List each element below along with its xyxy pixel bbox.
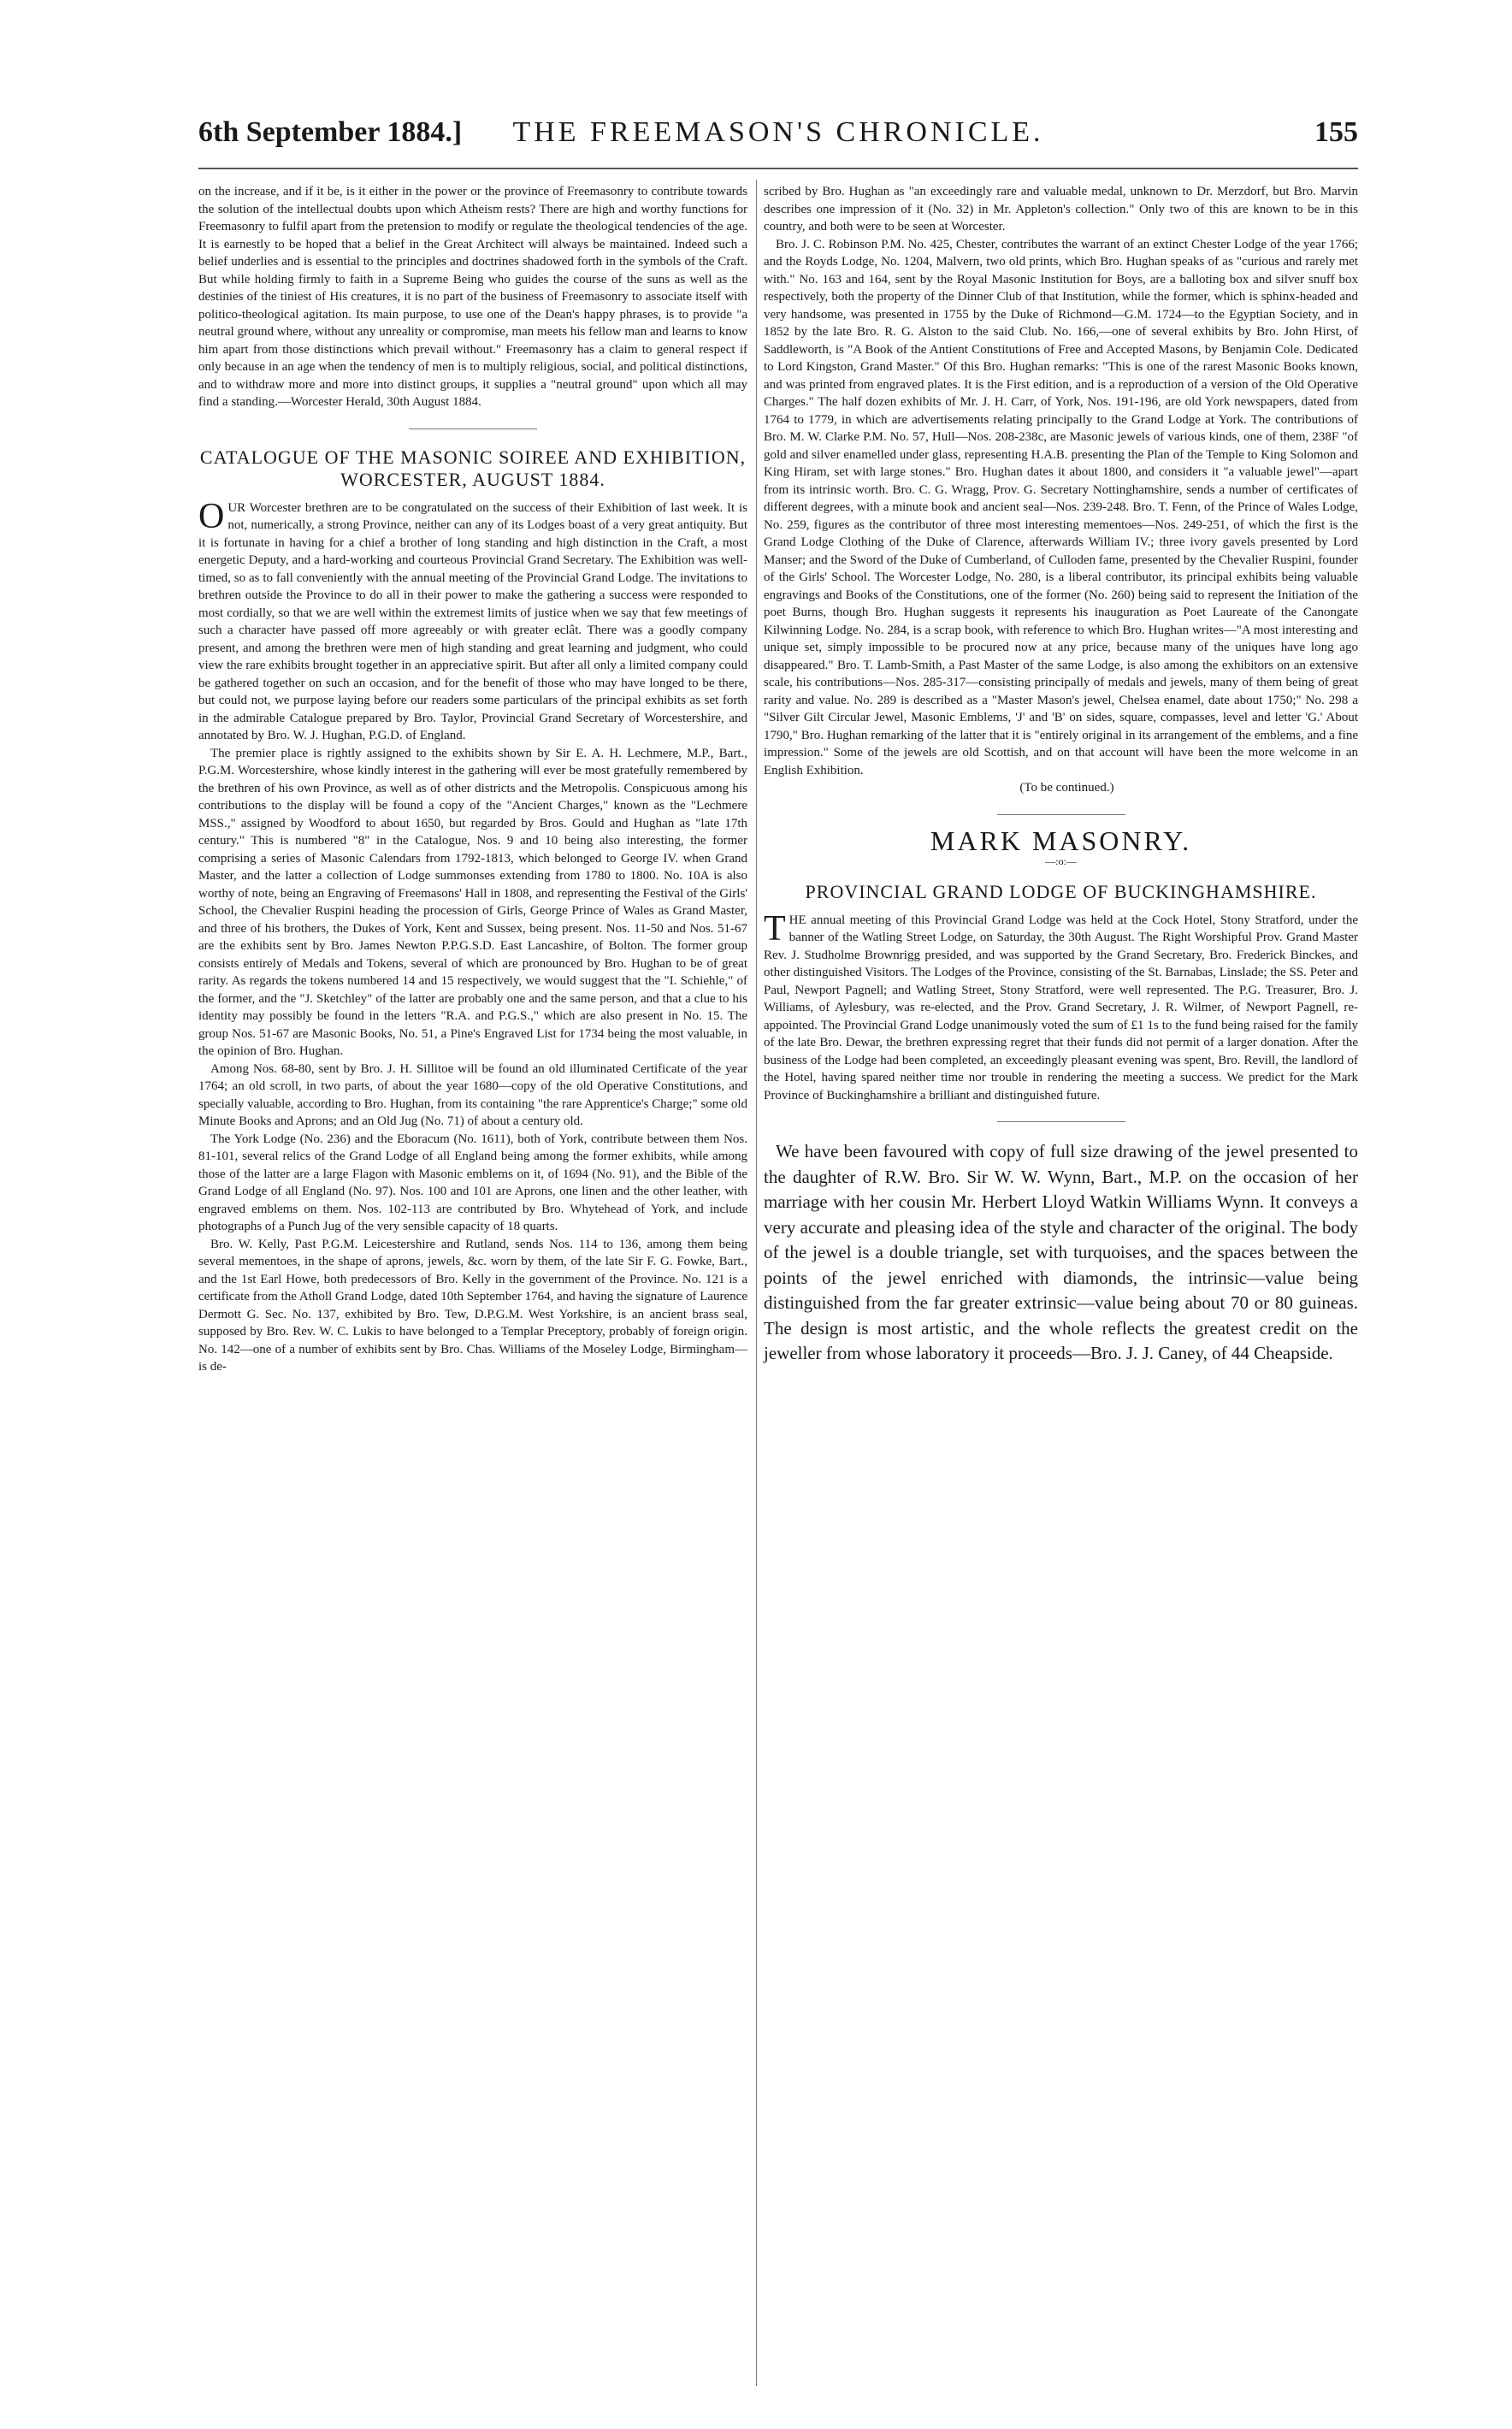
dropcap-t: T bbox=[764, 908, 786, 949]
masthead-title: THE FREEMASON'S CHRONICLE. bbox=[512, 116, 1044, 148]
paragraph: Bro. J. C. Robinson P.M. No. 425, Chester, contributes the warrant of an extinct Chester Lodge of the year 1766; and the Royds Lodge, No. 1204, Malvern, two old prints, which Bro. Hughan speaks of as "curious and rarely met with." No. 163 and 164, sent by the Royal Masonic Institution for Boys, are a balloting box and silver snuff box respectively, both the property of the Dinner Club of that Institution, while the former, which is sphinx-headed and very handsome, was presented in 1755 by the Duke of Richmond—G.M. 1724—to the Egyptian Society, and in 1852 by the late Bro. R. G. Alston to the said Club. No. 166,—one of several exhibits by Bro. John Hirst, of Saddleworth, is "A Book of the Antient Constitutions of Free and Accepted Masons, by Benjamin Cole. Dedicated to Lord Kingston, Grand Master." Of this Bro. Hughan remarks: "This is one of the rarest Masonic Books known, and was printed from engraved plates. It is the First edition, and is a reproduction of a version of the Old Operative Charges." The half dozen exhibits of Mr. J. H. Carr, of York, Nos. 191-196, are old York newspapers, dated from 1764 to 1779, in which are advertisements relating principally to the Grand Lodge at York. The contributions of Bro. M. W. Clarke P.M. No. 57, Hull—Nos. 208-238c, are Masonic jewels of various kinds, one of them, 238F "of gold and silver enamelled under glass, representing H.A.B. presenting the Plan of the Temple to King Solomon and King Hiram, set with large stones." Bro. Hughan dates it about 1800, and considers it "a valuable jewel"—apart from its intrinsic worth. Bro. C. G. Wragg, Prov. G. Secretary Nottinghamshire, sends a number of certificates of different degrees, with a minute book and ancient seal—Nos. 239-248. Bro. T. Fenn, of the Prince of Wales Lodge, No. 259, figures as the contributor of three most interesting mementoes—Nos. 249-251, of which the first is the Grand Lodge Clothing of the Duke of Clarence, afterwards William IV.; three ivory gavels presented by Lord Manser; and the Sword of the Duke of Cumberland, of Culloden fame, presented by the Chevalier Ruspini, founder of the Girls' School. The Worcester Lodge, No. 280, is a liberal contributor, its principal exhibits being valuable engravings and Books of the Constitutions, one of the former (No. 260) being said to represent the Initiation of the poet Burns, though Bro. Hughan suggests it represents his inauguration as Poet Laureate of the Canongate Kilwinning Lodge. No. 284, is a scrap book, with reference to which Bro. Hughan writes—"A most interesting and unique set, simply impossible to be procured now at any price, because many of the uniques have long ago disappeared." Bro. T. Lamb-Smith, a Past Master of the same Lodge, is also among the exhibitors on an extensive scale, his contributions—Nos. 285-317—consisting principally of medals and jewels, many of them being of great rarity and value. No. 289 is described as a "Master Mason's jewel, Chelsea enamel, date about 1750;" No. 298 a "Silver Gilt Circular Jewel, Masonic Emblems, 'J' and 'B' on sides, square, compasses, level and letter 'G.' About 1790," Bro. Hughan remarking of the latter that it is "entirely original in its arrangement of the emblems, and a fine impression." Some of the jewels are old Scottish, and on that account will have been the more welcome in an English Exhibition. bbox=[764, 237, 1358, 777]
continued-paragraph: on the increase, and if it be, is it either in the power or the province of Freemasonry to contribute towards the solution of the intellectual doubts upon which Atheism rests? There are high and worthy functions for Freemasonry to fulfil apart from the pretension to modify or regulate the theological tendencies of the age. It is earnestly to be hoped that a belief in the Great Architect will always be maintained. Indeed such a belief underlies and is essential to the principles and doctrines shadowed forth in the symbols of the Craft. But while holding firmly to faith in a Supreme Being who guides the course of the suns as well as the destinies of the tiniest of His creatures, it is no part of the business of Freemasonry to associate itself with politico-theological agitation. Its main purpose, to use one of the Dean's happy phrases, is to provide "a neutral ground where, without any unreality or compromise, man meets his fellow man and learns to know him apart from those distinctions which prevail without." Freemasonry has a claim to general respect if only because in an age when the tendency of men is to multiply religious, social, and political distinctions, and to withdraw more and more into distinct groups, it supplies a "neutral ground" upon which all may find a standing.—Worcester Herald, 30th August 1884. bbox=[198, 185, 747, 409]
paragraph: Among Nos. 68-80, sent by Bro. J. H. Sillitoe will be found an old illuminated Certificate of the year 1764; an old scroll, in two parts, of about the year 1680—copy of the old Operative Constitutions, and specially valuable, according to Bro. Hughan, from its containing "the rare Apprentice's Charge;" some old Minute Books and Aprons; and an Old Jug (No. 71) of about a century old. bbox=[198, 1061, 747, 1128]
paragraph: The premier place is rightly assigned to the exhibits shown by Sir E. A. H. Lechmere, M.P., Bart., P.G.M. Worcestershire, whose kindly interest in the gathering will ever be most gratefully remembered by the brethren of his own Province, as well as of other districts and the Metropolis. Conspicuous among his contributions to the display will be found a copy of the "Ancient Charges," known as the "Lechmere MSS.," assigned by Woodford to about 1650, but regarded by Bros. Gould and Hughan as "late 17th century." This is numbered "8" in the Catalogue, Nos. 9 and 10 being also interesting, the former comprising a series of Masonic Calendars from 1792-1813, which belonged to George IV. when Grand Master, and the latter a collection of Lodge summonses extending from 1780 to 1800. No. 10A is also worthy of note, being an Engraving of Freemasons' Hall in 1808, and representing the Festival of the Girls' School, the Chevalier Ruspini heading the procession of Girls, George Prince of Wales as Grand Master, and three of his brothers, the Dukes of York, Kent and Sussex, being present. Nos. 11-50 and Nos. 51-67 are the exhibits sent by Bro. James Newton P.P.G.S.D. East Lancashire, of Bolton. The former group consists entirely of Medals and Tokens, several of which are pronounced by Bro. Hughan to be of great rarity. As regards the tokens numbered 14 and 15 respectively, we would suggest that the "I. Schiehle," of the former, and the "J. Sketchley" of the latter are probably one and the same person, and that a clue to his identity may possibly be found in the letters "R.A. and P.G.S.," which are also present in No. 15. The group Nos. 51-67 are Masonic Books, No. 51, a Pine's Engraved List for 1734 being the most valuable, in the opinion of Bro. Hughan. bbox=[198, 746, 747, 1058]
lodge-paragraph bbox=[764, 908, 1358, 1105]
column-divider bbox=[756, 180, 757, 2386]
issue-date: 6th September 1884.] bbox=[198, 116, 463, 148]
section-divider bbox=[997, 814, 1125, 815]
page-header bbox=[198, 116, 1358, 164]
right-column bbox=[764, 183, 1358, 1367]
left-column bbox=[198, 183, 747, 1376]
mark-masonry-heading: MARK MASONRY. bbox=[930, 824, 1192, 856]
page-number: 155 bbox=[1314, 116, 1358, 148]
section-divider bbox=[997, 1121, 1125, 1122]
section-divider bbox=[409, 428, 537, 429]
catalogue-heading: CATALOGUE OF THE MASONIC SOIREE AND EXHIBITION, WORCESTER, AUGUST 1884. bbox=[199, 446, 747, 490]
paragraph: Bro. W. Kelly, Past P.G.M. Leicestershire and Rutland, sends Nos. 114 to 136, among them being several mementoes, in the shape of aprons, jewels, &c. worn by them, of the late Sir F. G. Fowke, Bart., and the 1st Earl Howe, both predecessors of Bro. Kelly in the government of the Province. No. 121 is a certificate from the Atholl Grand Lodge, dated 10th September 1764, and having the signature of Laurence Dermott G. Sec. No. 137, exhibited by Bro. Tew, D.P.G.M. West Yorkshire, is an ancient brass seal, supposed by Bro. Rev. W. C. Lukis to have belonged to a Templar Preceptory, probably of foreign origin. No. 142—one of a number of exhibits sent by Bro. Chas. Williams of the Moseley Lodge, Birmingham—is de- bbox=[198, 1237, 747, 1374]
lodge-paragraph-text: HE annual meeting of this Provincial Grand Lodge was held at the Cock Hotel, Stony Stratford, under the banner of the Watling Street Lodge, on Saturday, the 30th August. The Right Worshipful Prov. Grand Master Rev. J. Studholme Brownrigg presided, and was supported by the Grand Secretary, Bro. Frederick Binckes, and other distinguished Visitors. The Lodges of the Province, consisting of the St. Barnabas, Linslade; the SS. Peter and Paul, Newport Pagnell; and Watling Street, Stony Stratford, were well represented. The P.G. Treasurer, Bro. J. Williams, of Aylesbury, was re-elected, and the Prov. Grand Secretary, J. R. Wilmer, of Newport Pagnell, re-appointed. The Provincial Grand Lodge unanimously voted the sum of £1 1s to the fund being raised for the family of the late Bro. Dewar, the brethren expressing regret that their funds did not permit of a larger donation. After the business of the Lodge had been completed, an exceedingly pleasant evening was spent, Bro. Revill, the landlord of the Hotel, having spared neither time nor trouble in rendering the meeting a success. We predict for the Mark Province of Buckinghamshire a brilliant and distinguished future. bbox=[764, 913, 1358, 1102]
ornament: —:o:— bbox=[1045, 855, 1077, 867]
jewel-paragraph: We have been favoured with copy of full size drawing of the jewel presented to the daughter of R.W. Bro. Sir W. W. Wynn, Bart., M.P. on the occasion of her marriage with her cousin Mr. Herbert Lloyd Watkin Williams Wynn. It conveys a very accurate and pleasing idea of the style and character of the original. The body of the jewel is a double triangle, set with turquoises, and the spaces between the points of the jewel enriched with diamonds, the intrinsic—value being distinguished from the far greater extrinsic—value being about 70 or 80 guineas. The design is most artistic, and the whole reflects the greatest credit on the jeweller from whose laboratory it proceeds—Bro. J. J. Caney, of 44 Cheapside. bbox=[764, 1141, 1358, 1363]
to-be-continued: (To be continued.) bbox=[1019, 781, 1114, 795]
paragraph: scribed by Bro. Hughan as "an exceedingly rare and valuable medal, unknown to Dr. Merzdorf, but Bro. Marvin describes one impression of it (No. 32) in Mr. Appleton's collection." Only two of this are known to be in this country, and both were to be seen at Worcester. bbox=[764, 185, 1358, 233]
header-rule bbox=[198, 168, 1358, 169]
dropcap-o: O bbox=[198, 496, 225, 536]
catalogue-intro-text: UR Worcester brethren are to be congratulated on the success of their Exhibition of last week. It is not, numerically, a strong Province, neither can any of its Lodges boast of a very great antiquity. But it is fortunate in having for a chief a brother of long standing and high distinction in the Craft, a most energetic Deputy, and a hard-working and courteous Provincial Grand Secretary. The Exhibition was well-timed, so as to fall conveniently with the annual meeting of the Provincial Grand Lodge. The invitations to brethren outside the Province to do all in their power to make the gathering a success were responded to most cordially, so that we are well within the extremest limits of justice when we say that few meetings of such a character have passed off more agreeably or with greater eclât. There was a goodly company present, and among the brethren were men of high standing and great learning and judgment, who could view the rare exhibits brought together in an appreciative spirit. But after all only a limited company could be gathered together on such an occasion, and for the benefit of those who may have longed to be there, but could not, we purpose laying before our readers some particulars of the principal exhibits as set forth in the admirable Catalogue prepared by Bro. Taylor, Provincial Grand Secretary of Worcestershire, and annotated by Bro. W. J. Hughan, P.G.D. of England. bbox=[198, 500, 747, 742]
paragraph: The York Lodge (No. 236) and the Eboracum (No. 1611), both of York, contribute between them Nos. 81-101, several relics of the Grand Lodge of all England being among the former exhibits, while among those of the latter are a large Flagon with Masonic emblems on it, of 1694 (No. 91), and the Bible of the Grand Lodge of all England (No. 97). Nos. 100 and 101 are Aprons, one linen and the other leather, with engraved emblems on them. Nos. 102-113 are contributed by Bro. Whytehead of York, and include photographs of a Punch Jug of the very sensible capacity of 18 quarts. bbox=[198, 1132, 747, 1233]
provincial-lodge-heading: PROVINCIAL GRAND LODGE OF BUCKINGHAMSHIRE. bbox=[805, 880, 1317, 902]
catalogue-intro bbox=[198, 496, 747, 745]
